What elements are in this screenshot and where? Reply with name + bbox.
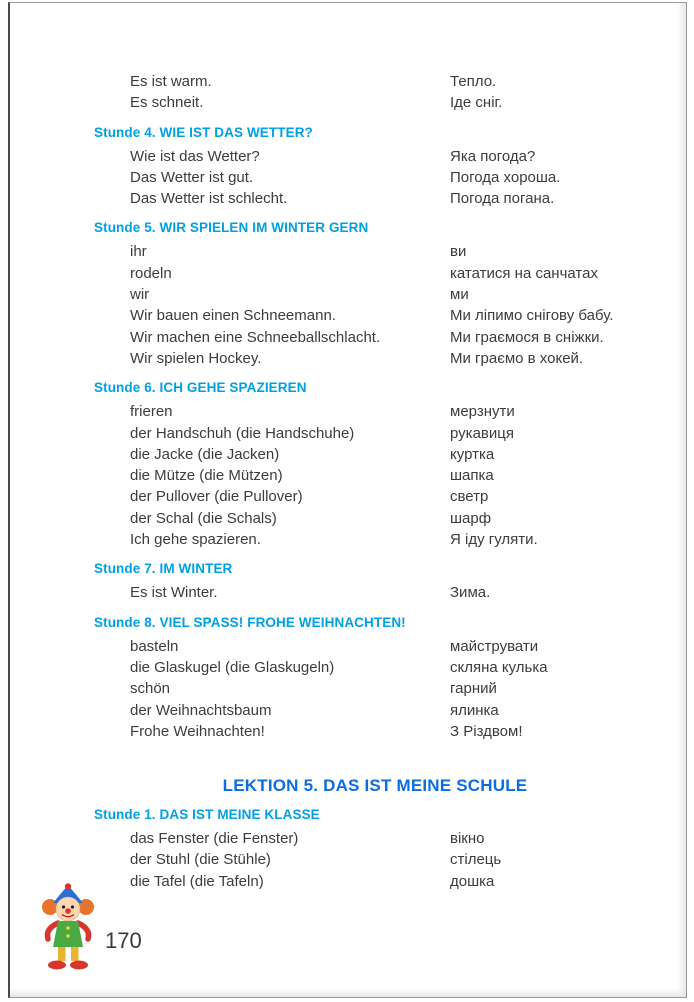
vocab-row	[130, 401, 656, 422]
ukrainian-translation: Яка погода?	[450, 147, 536, 165]
vocab-section	[94, 807, 656, 892]
ukrainian-translation: Ми граємо в хокей.	[450, 349, 584, 367]
section-heading: Stunde 6. ICH GEHE SPAZIEREN	[94, 380, 307, 396]
german-phrase: rodeln	[130, 264, 172, 282]
ukrainian-translation: Погода хороша.	[450, 168, 561, 186]
vocab-row	[130, 465, 656, 486]
german-phrase: der Handschuh (die Handschuhe)	[130, 424, 355, 442]
vocab-row	[130, 508, 656, 529]
german-phrase: basteln	[130, 637, 179, 655]
vocab-row	[130, 486, 656, 507]
vocab-section	[94, 561, 656, 603]
german-phrase: Ich gehe spazieren.	[130, 531, 261, 549]
vocab-row	[130, 423, 656, 444]
vocab-section	[94, 125, 656, 210]
ukrainian-translation: майструвати	[450, 637, 539, 655]
vocab-row	[130, 284, 656, 305]
clown-illustration	[38, 883, 100, 975]
lektion-title: LEKTION 5. DAS IST MEINE SCHULE	[222, 776, 528, 796]
vocab-row	[130, 700, 656, 721]
german-phrase: Wir spielen Hockey.	[130, 349, 262, 367]
ukrainian-translation: Зима.	[450, 584, 491, 602]
german-phrase: Es schneit.	[130, 94, 204, 112]
german-phrase: Wir machen eine Schneeballschlacht.	[130, 328, 381, 346]
german-phrase: wir	[130, 286, 150, 304]
german-phrase: die Tafel (die Tafeln)	[130, 872, 264, 890]
german-phrase: die Glaskugel (die Glaskugeln)	[130, 658, 335, 676]
vocab-row	[130, 636, 656, 657]
section-heading: Stunde 8. VIEL SPASS! FROHE WEIHNACHTEN!	[94, 614, 406, 630]
vocab-row	[130, 721, 656, 742]
german-phrase: der Schal (die Schals)	[130, 509, 277, 527]
vocab-row	[130, 529, 656, 550]
ukrainian-translation: рукавиця	[450, 424, 514, 442]
textbook-page	[8, 2, 687, 998]
vocab-row	[130, 348, 656, 369]
ukrainian-translation: З Різдвом!	[450, 722, 523, 740]
ukrainian-translation: ялинка	[450, 701, 499, 719]
ukrainian-translation: шапка	[450, 467, 494, 485]
ukrainian-translation: Іде сніг.	[450, 94, 503, 112]
german-phrase: das Fenster (die Fenster)	[130, 830, 299, 848]
vocab-row	[130, 828, 656, 849]
vocab-row	[130, 167, 656, 188]
vocabulary-content	[10, 3, 686, 892]
ukrainian-translation: дошка	[450, 872, 495, 890]
ukrainian-translation: скляна кулька	[450, 658, 548, 676]
vocab-row	[130, 305, 656, 326]
ukrainian-translation: светр	[450, 488, 489, 506]
vocab-row	[130, 92, 656, 113]
vocab-row	[130, 188, 656, 209]
german-phrase: Das Wetter ist gut.	[130, 168, 254, 186]
ukrainian-translation: Ми ліпимо снігову бабу.	[450, 307, 614, 325]
section-heading: Stunde 5. WIR SPIELEN IM WINTER GERN	[94, 220, 369, 236]
german-phrase: Wir bauen einen Schneemann.	[130, 307, 336, 325]
ukrainian-translation: гарний	[450, 680, 497, 698]
vocab-row	[130, 871, 656, 892]
vocab-row	[130, 657, 656, 678]
german-phrase: der Pullover (die Pullover)	[130, 488, 303, 506]
ukrainian-translation: ми	[450, 286, 469, 304]
ukrainian-translation: ви	[450, 243, 467, 261]
german-phrase: frieren	[130, 403, 173, 421]
ukrainian-translation: вікно	[450, 830, 485, 848]
vocab-row	[130, 263, 656, 284]
german-phrase: der Stuhl (die Stühle)	[130, 851, 271, 869]
vocab-row	[130, 241, 656, 262]
german-phrase: ihr	[130, 243, 147, 261]
vocab-row	[130, 327, 656, 348]
ukrainian-translation: Я іду гуляти.	[450, 531, 538, 549]
vocab-row	[130, 678, 656, 699]
german-phrase: Es ist warm.	[130, 73, 212, 90]
section-heading: Stunde 7. IM WINTER	[94, 561, 233, 577]
vocab-section	[94, 380, 656, 550]
page-number: 170	[105, 928, 142, 953]
vocab-row	[130, 582, 656, 603]
german-phrase: Es ist Winter.	[130, 584, 218, 602]
vocab-row	[130, 71, 656, 92]
vocab-row	[130, 849, 656, 870]
vocab-section	[94, 220, 656, 369]
german-phrase: die Jacke (die Jacken)	[130, 445, 280, 463]
clown-icon	[38, 883, 100, 975]
german-phrase: die Mütze (die Mützen)	[130, 467, 283, 485]
german-phrase: Frohe Weihnachten!	[130, 722, 265, 740]
ukrainian-translation: куртка	[450, 445, 495, 463]
vocab-section	[94, 71, 656, 114]
german-phrase: Das Wetter ist schlecht.	[130, 190, 288, 208]
ukrainian-translation: мерзнути	[450, 403, 515, 421]
ukrainian-translation: шарф	[450, 509, 492, 527]
vocab-section	[94, 615, 656, 742]
vocab-row	[130, 146, 656, 167]
section-heading: Stunde 1. DAS IST MEINE KLASSE	[94, 807, 320, 823]
german-phrase: schön	[130, 680, 171, 698]
ukrainian-translation: Ми граємося в сніжки.	[450, 328, 604, 346]
ukrainian-translation: Погода погана.	[450, 190, 555, 208]
german-phrase: der Weihnachtsbaum	[130, 701, 272, 719]
section-heading: Stunde 4. WIE IST DAS WETTER?	[94, 124, 313, 140]
german-phrase: Wie ist das Wetter?	[130, 147, 260, 165]
ukrainian-translation: Тепло.	[450, 73, 497, 90]
ukrainian-translation: стілець	[450, 851, 502, 869]
ukrainian-translation: кататися на санчатах	[450, 264, 598, 282]
vocab-row	[130, 444, 656, 465]
